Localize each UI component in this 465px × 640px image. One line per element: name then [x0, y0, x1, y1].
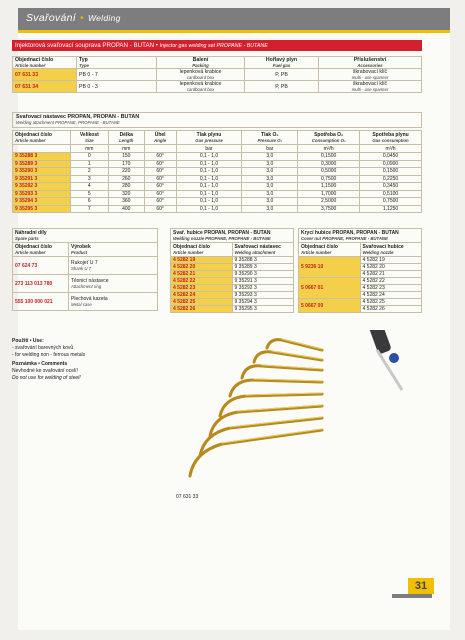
nozzle-code: 4 5282 20	[171, 264, 233, 271]
attachment-cell: 3,0	[242, 183, 298, 191]
table-row	[13, 175, 422, 183]
attachment-cell: 220	[108, 168, 144, 176]
handle-body	[358, 330, 402, 390]
table-row	[171, 285, 294, 292]
attachment-col-header: Délka Length	[108, 131, 144, 145]
attachment-section-title: Svařovací nástavec PROPAN, PROPAN - BUTAN Welding attachment PROPANE, PROPANE - BUTANE	[12, 112, 422, 128]
unit-cell	[144, 145, 176, 153]
attachment-cell: 60°	[144, 198, 176, 206]
set-accessories: škrabovací klíč multi - use spanner	[319, 81, 422, 93]
spare-col-product: Výrobek Product	[69, 243, 158, 257]
nozzle-attachment: 9 35292 3	[232, 285, 294, 292]
nozzle-attachment: 9 35293 3	[232, 292, 294, 299]
attachment-code: 9 35292 3	[13, 183, 71, 191]
cover-nut-table	[298, 228, 422, 313]
table-row	[13, 275, 158, 293]
table-row	[13, 81, 422, 93]
use-title: Použití • Use:	[12, 338, 44, 344]
spare-parts-table	[12, 228, 158, 311]
use-line: - svařování barevných kovů	[12, 345, 74, 351]
product-title-en: Injector gas welding set PROPANE - BUTANE	[159, 43, 268, 49]
attachment-cell: 400	[108, 205, 144, 213]
attachment-cell: 0,1 - 1,0	[176, 190, 242, 198]
nozzle-title: Svař. hubice PROPAN, PROPAN - BUTAN Welding nozzle PROPANE, PROPANE - BUTANE	[171, 229, 294, 243]
cover-nozzle: 4 5282 24	[360, 292, 422, 299]
nozzle-code: 4 5282 23	[171, 285, 233, 292]
nozzle-attachment: 9 35288 3	[232, 257, 294, 264]
attachment-cell: 3,0	[242, 160, 298, 168]
attachment-cell: 2,5000	[298, 198, 360, 206]
attachment-col-header: Tlak plynu Gas pressure	[176, 131, 242, 145]
nozzle-attachment: 9 35289 3	[232, 264, 294, 271]
nozzle-code: 4 5282 26	[171, 306, 233, 313]
attachment-cell: 60°	[144, 160, 176, 168]
attachment-cell: 3,0	[242, 153, 298, 161]
usage-notes	[12, 336, 158, 382]
attachment-code: 9 35290 3	[13, 168, 71, 176]
table-row	[13, 183, 422, 191]
set-col-accessories: Příslušenství Accessories	[319, 57, 422, 69]
attachment-cell: 280	[108, 183, 144, 191]
attachment-cell: 170	[108, 160, 144, 168]
attachment-cell: 60°	[144, 183, 176, 191]
attachment-cell: 0,0900	[360, 160, 422, 168]
set-col-code: Objednací číslo Article number	[13, 57, 77, 69]
cover-nozzle: 4 5282 19	[360, 257, 422, 264]
photo-caption: 07 631 33	[176, 494, 199, 500]
nozzle-attachment: 9 35290 3	[232, 271, 294, 278]
nozzle-code: 4 5282 25	[171, 299, 233, 306]
unit-cell: mm	[70, 145, 108, 153]
spare-code: 07 624 73	[13, 257, 69, 275]
attachment-cell: 3,0	[242, 190, 298, 198]
cover-nozzle: 4 5282 21	[360, 271, 422, 278]
set-accessories: škrabovací klíč multi - use spanner	[319, 69, 422, 81]
cover-code: 5 0667 01	[299, 278, 361, 299]
attachment-cell: 5	[70, 190, 108, 198]
spare-code: 555 100 000 021	[13, 293, 69, 311]
attachment-cell: 0,1 - 1,0	[176, 175, 242, 183]
attachment-cell: 150	[108, 153, 144, 161]
attachment-cell: 0,1 - 1,0	[176, 198, 242, 206]
header-stripe	[18, 30, 450, 33]
attachment-cell: 0,1 - 1,0	[176, 183, 242, 191]
attachment-code: 9 35288 3	[13, 153, 71, 161]
attachment-cell: 0,5100	[360, 190, 422, 198]
attachment-cell: 3,7500	[298, 205, 360, 213]
attachment-cell: 3	[70, 175, 108, 183]
set-gas: P, PB	[245, 69, 319, 81]
attachment-cell: 1,1250	[360, 205, 422, 213]
set-packing: lepenková krabice cardboard box	[157, 81, 245, 93]
attachment-cell: 2	[70, 168, 108, 176]
nozzle-code: 4 5282 21	[171, 271, 233, 278]
attachment-col-header: Tlak O₂ Pressure O₂	[242, 131, 298, 145]
spare-product: Rukojeť U 7 Shank U 7	[69, 257, 158, 275]
attachment-cell: 0,1 - 1,0	[176, 168, 242, 176]
set-col-gas: Hořlavý plyn Fuel gas	[245, 57, 319, 69]
header-title-cz: Svařování	[26, 12, 76, 24]
attachment-cell: 0,2250	[360, 175, 422, 183]
attachment-code: 9 35295 3	[13, 205, 71, 213]
page-footer-bar	[392, 594, 432, 598]
cover-nozzle: 4 5282 26	[360, 306, 422, 313]
attachment-cell: 260	[108, 175, 144, 183]
spare-product: Plechová kazeta Metal case	[69, 293, 158, 311]
header-title	[26, 12, 121, 24]
set-type: PB 0 - 7	[77, 69, 157, 81]
header-separator: •	[79, 12, 84, 24]
attachment-cell: 0,0450	[360, 153, 422, 161]
nozzle-code: 4 5282 24	[171, 292, 233, 299]
table-row	[171, 257, 294, 264]
attachment-cell: 60°	[144, 168, 176, 176]
unit-cell: mm	[108, 145, 144, 153]
attachment-table	[12, 130, 422, 213]
page-header	[18, 8, 450, 30]
unit-cell	[13, 145, 71, 153]
nozzle-attachment: 9 35295 3	[232, 306, 294, 313]
attachment-code: 9 35294 3	[13, 198, 71, 206]
attachment-col-header: Úhel Angle	[144, 131, 176, 145]
table-row	[13, 293, 158, 311]
attachment-cell: 6	[70, 198, 108, 206]
table-row	[13, 205, 422, 213]
attachment-cell: 0,1 - 1,0	[176, 153, 242, 161]
nozzle-table	[170, 228, 294, 313]
table-row	[171, 292, 294, 299]
cover-col-code: Objednací číslo Article number	[299, 243, 361, 257]
attachment-cell: 0,1 - 1,0	[176, 205, 242, 213]
table-row	[171, 264, 294, 271]
set-packing: lepenková krabice cardboard box	[157, 69, 245, 81]
cover-nozzle: 4 5282 25	[360, 299, 422, 306]
attachment-code: 9 35291 3	[13, 175, 71, 183]
attachment-tubes	[190, 340, 322, 476]
table-row	[171, 306, 294, 313]
attachment-cell: 0	[70, 153, 108, 161]
attachment-cell: 0,3000	[298, 160, 360, 168]
table-row	[13, 69, 422, 81]
nozzle-code: 4 5282 22	[171, 278, 233, 285]
attachment-cell: 0,1500	[360, 168, 422, 176]
table-row	[171, 278, 294, 285]
cover-nozzle: 4 5282 23	[360, 285, 422, 292]
product-title-cz: Injektorová svařovací souprava PROPAN - BUTAN	[15, 42, 155, 49]
cover-nozzle: 4 5282 22	[360, 278, 422, 285]
attachment-cell: 0,1 - 1,0	[176, 160, 242, 168]
nozzle-attachment: 9 35294 3	[232, 299, 294, 306]
attachment-cell: 3,0	[242, 175, 298, 183]
attachment-col-header: Spotřeba O₂ Consumption O₂	[298, 131, 360, 145]
comment-en: Do not use for welding of steel!	[12, 375, 81, 381]
attachment-cell: 7	[70, 205, 108, 213]
table-row	[299, 299, 422, 306]
set-code: 07 631 33	[13, 69, 77, 81]
welding-set-photo	[172, 330, 412, 490]
nozzle-col-code: Objednací číslo Article number	[171, 243, 233, 257]
set-col-type: Typ Type	[77, 57, 157, 69]
cover-code: 5 9236 10	[299, 257, 361, 278]
cover-nozzle: 4 5282 20	[360, 264, 422, 271]
spare-parts-title: Náhradní díly Spare parts	[13, 229, 158, 243]
attachment-col-header: Velikost Size	[70, 131, 108, 145]
spare-code: 273 113 013 780	[13, 275, 69, 293]
set-col-packing: Balení Packing	[157, 57, 245, 69]
attachment-cell: 3,0	[242, 168, 298, 176]
catalog-page	[18, 8, 450, 630]
product-title-bar: Injektorová svařovací souprava PROPAN - BUTAN • Injector gas welding set PROPANE - BUTANE	[12, 40, 422, 51]
attachment-cell: 4	[70, 183, 108, 191]
set-table	[12, 56, 422, 93]
comment-cz: Nevhodné ke svařování ocelí!	[12, 368, 78, 374]
table-row	[13, 198, 422, 206]
table-row	[299, 278, 422, 285]
table-row	[13, 168, 422, 176]
attachment-cell: 60°	[144, 153, 176, 161]
attachment-col-header: Spotřeba plynu Gas consumption	[360, 131, 422, 145]
comment-title: Poznámka • Comments	[12, 361, 68, 367]
attachment-code: 9 35289 3	[13, 160, 71, 168]
table-row	[13, 257, 158, 275]
unit-cell: m³/h	[298, 145, 360, 153]
attachment-cell: 0,5000	[298, 168, 360, 176]
attachment-cell: 0,3450	[360, 183, 422, 191]
unit-cell: bar	[242, 145, 298, 153]
table-row	[13, 190, 422, 198]
attachment-cell: 0,7500	[298, 175, 360, 183]
set-type: PB 0 - 3	[77, 81, 157, 93]
cover-col-nozzle: Svařovací hubice Welding nozzle	[360, 243, 422, 257]
table-row	[299, 257, 422, 264]
nozzle-attachment: 9 35291 3	[232, 278, 294, 285]
unit-cell: m³/h	[360, 145, 422, 153]
attachment-cell: 3,0	[242, 205, 298, 213]
attachment-cell: 0,1500	[298, 153, 360, 161]
table-row	[171, 299, 294, 306]
cover-title: Krycí hubice PROPAN, PROPAN - BUTAN Cover nut PROPANE, PROPANE - BUTANE	[299, 229, 422, 243]
nozzle-code: 4 5282 19	[171, 257, 233, 264]
attachment-cell: 360	[108, 198, 144, 206]
attachment-code: 9 35293 3	[13, 190, 71, 198]
header-title-en: Welding	[87, 13, 121, 23]
set-code: 07 631 34	[13, 81, 77, 93]
page-number: 31	[408, 578, 434, 594]
set-gas: P, PB	[245, 81, 319, 93]
attachment-cell: 320	[108, 190, 144, 198]
attachment-cell: 0,7500	[360, 198, 422, 206]
table-row	[13, 160, 422, 168]
attachment-cell: 60°	[144, 205, 176, 213]
cover-code: 5 0667 00	[299, 299, 361, 313]
attachment-cell: 60°	[144, 190, 176, 198]
spare-col-code: Objednací číslo Article number	[13, 243, 69, 257]
attachment-cell: 3,0	[242, 198, 298, 206]
use-line: - for welding non - ferrous metals	[12, 352, 86, 358]
nozzle-col-attachment: Svařovací nástavec Welding attachment	[232, 243, 294, 257]
attachment-cell: 1,1500	[298, 183, 360, 191]
attachment-cell: 1	[70, 160, 108, 168]
attachment-cell: 60°	[144, 175, 176, 183]
unit-cell: bar	[176, 145, 242, 153]
attachment-cell: 1,7000	[298, 190, 360, 198]
table-row	[171, 271, 294, 278]
table-row	[13, 153, 422, 161]
attachment-col-header: Objednací číslo Article number	[13, 131, 71, 145]
spare-product: Těsnicí nástavce Attachment ring	[69, 275, 158, 293]
